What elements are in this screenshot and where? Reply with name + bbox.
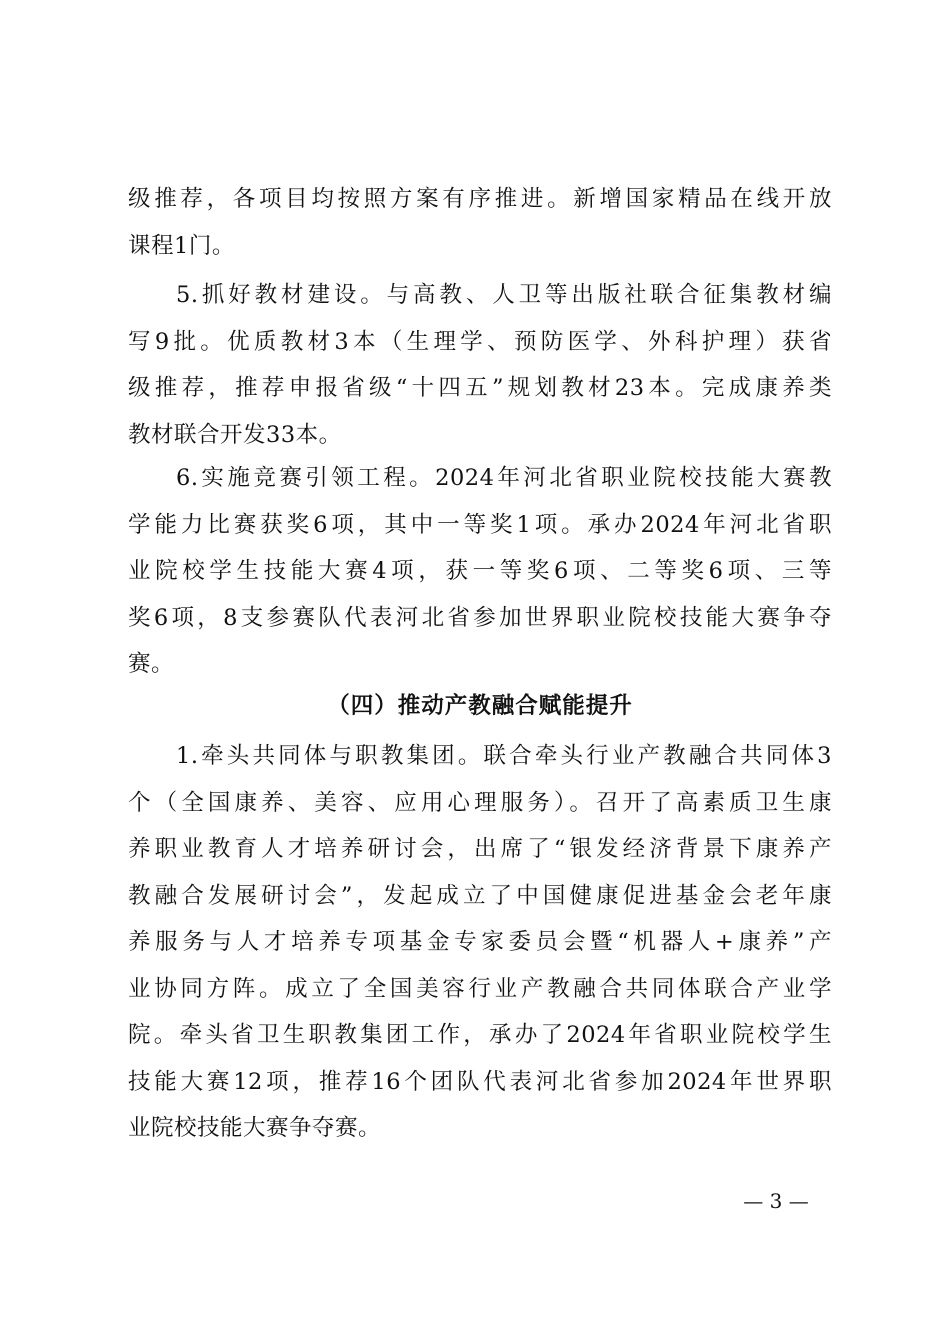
paragraph-line: 赛。 xyxy=(128,651,175,677)
paragraph-line: 级推荐，推荐申报省级“十四五”规划教材23本。完成康养类 xyxy=(128,375,832,401)
paragraph-textbook-construction xyxy=(128,272,832,458)
page-number: — 3 — xyxy=(743,1189,809,1213)
paragraph-continued xyxy=(128,176,832,269)
paragraph-line: 奖6项，8支参赛队代表河北省参加世界职业院校技能大赛争夺 xyxy=(128,604,832,631)
paragraph-line: 院。牵头省卫生职教集团工作，承办了2024年省职业院校学生 xyxy=(128,1022,832,1048)
paragraph-community-group xyxy=(128,733,832,1152)
paragraph-line: 级推荐，各项目均按照方案有序推进。新增国家精品在线开放 xyxy=(128,186,832,212)
paragraph-competition xyxy=(128,455,832,688)
paragraph-line: 课程1门。 xyxy=(128,232,235,259)
paragraph-line: 5.抓好教材建设。与高教、人卫等出版社联合征集教材编 xyxy=(176,282,832,308)
paragraph-line: 技能大赛12项，推荐16个团队代表河北省参加2024年世界职 xyxy=(128,1068,832,1095)
paragraph-line: 业院校技能大赛争夺赛。 xyxy=(128,1115,382,1141)
section-heading: （四）推动产教融合赋能提升 xyxy=(327,693,633,719)
paragraph-line: 业协同方阵。成立了全国美容行业产教融合共同体联合产业学 xyxy=(128,975,832,1002)
paragraph-line: 写9批。优质教材3本（生理学、预防医学、外科护理）获省 xyxy=(128,328,832,355)
paragraph-line: 业院校学生技能大赛4项，获一等奖6项、二等奖6项、三等 xyxy=(128,558,832,584)
paragraph-line: 个（全国康养、美容、应用心理服务）。召开了高素质卫生康 xyxy=(128,789,832,816)
paragraph-line: 教材联合开发33本。 xyxy=(128,421,342,448)
paragraph-line: 学能力比赛获奖6项，其中一等奖1项。承办2024年河北省职 xyxy=(128,511,832,538)
paragraph-line: 养服务与人才培养专项基金专家委员会暨“机器人+康养”产 xyxy=(128,929,832,955)
paragraph-line: 养职业教育人才培养研讨会，出席了“银发经济背景下康养产 xyxy=(128,836,832,862)
paragraph-line: 6.实施竞赛引领工程。2024年河北省职业院校技能大赛教 xyxy=(176,465,832,491)
paragraph-line: 教融合发展研讨会”，发起成立了中国健康促进基金会老年康 xyxy=(128,882,832,909)
paragraph-line: 1.牵头共同体与职教集团。联合牵头行业产教融合共同体3 xyxy=(176,743,832,769)
